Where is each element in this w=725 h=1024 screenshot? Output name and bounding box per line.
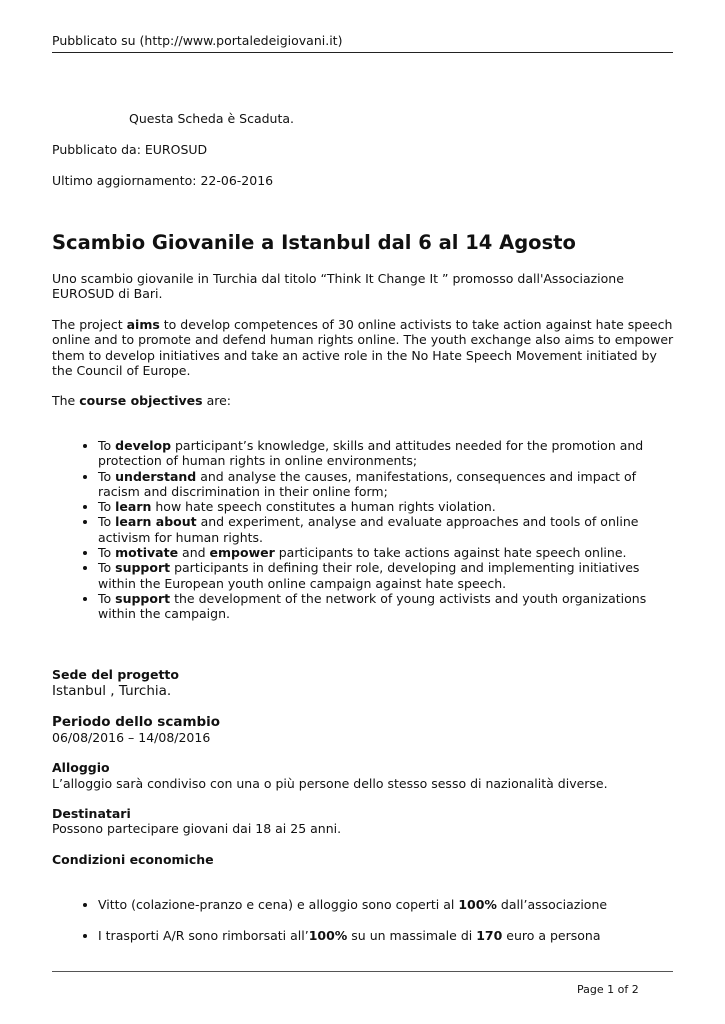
page-title: Scambio Giovanile a Istanbul dal 6 al 14 Agosto — [52, 231, 576, 254]
objectives-intro — [52, 393, 677, 408]
objective-verb: learn about — [115, 514, 197, 530]
objective-text: participant’s knowledge, skills and attitudes needed for the promotion and protection of human rights in online environments; — [98, 438, 644, 469]
condition-item — [98, 928, 677, 943]
condition-amount: 170 — [476, 927, 503, 943]
condition-percent: 100% — [308, 927, 348, 943]
objectives-intro-bold: course objectives — [79, 393, 203, 408]
objective-pre: To — [98, 499, 116, 515]
objective-verb: develop — [115, 438, 172, 453]
sede-value: Istanbul , Turchia. — [52, 683, 172, 699]
intro-paragraph: Uno scambio giovanile in Turchia dal titolo “Think It Change It ” promosso dall'Associazione EUROSUD di Bari. — [52, 271, 624, 302]
footer-divider — [52, 971, 673, 972]
objective-pre: To — [98, 560, 116, 576]
header-divider — [52, 52, 673, 53]
objective-item — [98, 591, 677, 622]
objective-item — [98, 469, 677, 500]
objective-verb: support — [115, 560, 171, 576]
objective-verb: understand — [115, 468, 197, 484]
objective-pre: To — [98, 514, 116, 530]
periodo-value: 06/08/2016 – 14/08/2016 — [52, 730, 211, 745]
destinatari-value: Possono partecipare giovani dai 18 ai 25 anni. — [52, 821, 342, 836]
objective-text: how hate speech constitutes a human rights violation. — [151, 499, 496, 515]
expired-notice: Questa Scheda è Scaduta. — [129, 111, 295, 126]
objective-verb: support — [115, 590, 171, 606]
objective-text: participants to take actions against hate speech online. — [274, 545, 627, 561]
objective-item — [98, 438, 677, 469]
section-heading-alloggio: Alloggio — [52, 760, 110, 775]
section-heading-destinatari: Destinatari — [52, 806, 131, 821]
alloggio-value: L’alloggio sarà condiviso con una o più persone dello stesso sesso di nazionalità diverse. — [52, 776, 608, 791]
section-heading-sede: Sede del progetto — [52, 667, 179, 682]
page-number: Page 1 of 2 — [577, 983, 639, 996]
objective-verb: motivate — [115, 545, 179, 561]
project-aims: aims — [126, 317, 160, 332]
condition-text: I trasporti A/R sono rimborsati all’ — [98, 927, 309, 943]
condition-text-3: euro a persona — [502, 927, 601, 943]
objective-text: the development of the network of young activists and youth organizations within the campaign. — [98, 590, 647, 622]
condition-text-2: su un massimale di — [347, 927, 477, 943]
project-text: to develop competences of 30 online activists to take action against hate speech online and to promote and defend human rights online. The youth exchange also aims to empower them to develop initiatives and take an active role in the No Hate Speech Movement initiated by the Council of Europe. — [52, 317, 674, 378]
last-updated: Ultimo aggiornamento: 22-06-2016 — [52, 173, 274, 188]
project-paragraph — [52, 317, 677, 378]
condition-percent: 100% — [458, 897, 497, 912]
section-heading-periodo: Periodo dello scambio — [52, 714, 221, 730]
published-by: Pubblicato da: EUROSUD — [52, 142, 208, 157]
objective-verb-2: empower — [209, 545, 275, 561]
objective-item — [98, 514, 677, 545]
objective-pre: To — [98, 438, 116, 453]
objective-mid: and — [178, 545, 210, 561]
condition-text-2: dall’associazione — [496, 897, 608, 912]
objective-pre: To — [98, 590, 116, 606]
objective-text: and experiment, analyse and evaluate approaches and tools of online activism for human rights. — [98, 514, 639, 545]
objective-pre: To — [98, 545, 116, 561]
objectives-intro-suffix: are: — [202, 393, 232, 408]
objective-item — [98, 560, 677, 591]
condition-text: Vitto (colazione-pranzo e cena) e alloggio sono coperti al — [98, 897, 459, 912]
objectives-intro-prefix: The — [52, 393, 80, 408]
header-source: Pubblicato su (http://www.portaledeigiovani.it) — [52, 33, 343, 48]
objective-item — [98, 499, 677, 514]
objective-pre: To — [98, 468, 116, 484]
section-heading-condizioni: Condizioni economiche — [52, 852, 214, 867]
objectives-list — [52, 438, 677, 622]
objective-verb: learn — [115, 499, 152, 515]
objective-item — [98, 545, 677, 560]
project-prefix: The project — [52, 317, 127, 332]
conditions-list — [52, 897, 677, 959]
objective-text: and analyse the causes, manifestations, consequences and impact of racism and discrimination in their online form; — [98, 468, 637, 499]
objective-text: participants in defining their role, developing and implementing initiatives within the European youth online campaign against hate speech. — [98, 560, 640, 591]
condition-item — [98, 897, 677, 912]
